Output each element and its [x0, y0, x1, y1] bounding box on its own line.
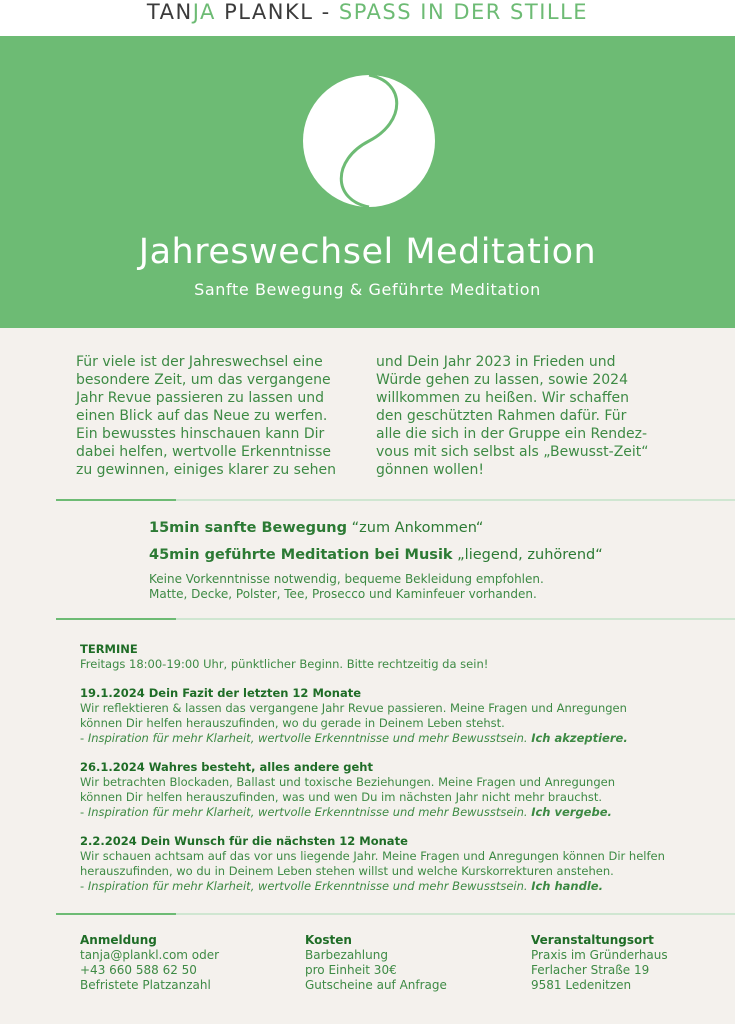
divider	[56, 618, 735, 620]
intro-left-column	[76, 353, 366, 479]
header-name-part2: JA	[192, 0, 216, 24]
event-block	[80, 686, 710, 746]
event-inspiration-text: Inspiration für mehr Klarheit, wertvolle Erkenntnisse und mehr Bewusstsein.	[87, 879, 532, 893]
intro-line: Ein bewusstes hinschauen kann Dir	[76, 426, 325, 442]
footer-line: Gutscheine auf Anfrage	[305, 978, 447, 992]
event-affirmation: Ich handle.	[531, 879, 603, 893]
hero-banner	[0, 36, 735, 328]
activity-note: “zum Ankommen“	[347, 520, 484, 536]
intro-line: den geschützten Rahmen dafür. Für	[376, 408, 627, 424]
footer-anmeldung	[80, 933, 219, 993]
intro-line: besondere Zeit, um das vergangene	[76, 372, 331, 388]
intro-line: einen Blick auf das Neue zu werfen.	[76, 408, 328, 424]
event-block	[80, 834, 710, 894]
activity-title: 45min geführte Meditation bei Musik	[149, 547, 453, 563]
event-affirmation: Ich akzeptiere.	[531, 731, 628, 745]
contact-email[interactable]: tanja@plankl.com oder	[80, 948, 220, 962]
divider	[56, 499, 735, 501]
event-title: 19.1.2024 Dein Fazit der letzten 12 Monate	[80, 686, 362, 700]
footer-kosten	[305, 933, 447, 993]
divider	[56, 913, 735, 915]
event-inspiration	[80, 879, 710, 894]
footer-heading: Kosten	[305, 933, 352, 947]
intro-right-column	[376, 353, 666, 479]
header-name-part1: TAN	[146, 0, 193, 24]
event-dash: -	[80, 731, 88, 745]
event-description: Wir betrachten Blockaden, Ballast und toxische Beziehungen. Meine Fragen und Anregungen	[80, 775, 615, 789]
event-inspiration	[80, 805, 710, 820]
event-description: können Dir helfen herauszufinden, wo du gerade in Deinem Leben stehst.	[80, 716, 505, 730]
event-inspiration	[80, 731, 710, 746]
intro-line: zu gewinnen, einiges klarer zu sehen	[76, 462, 336, 478]
page-subtitle: Sanfte Bewegung & Geführte Meditation	[194, 280, 541, 299]
intro-line: gönnen wollen!	[376, 462, 485, 478]
footer-line: Befristete Platzanzahl	[80, 978, 211, 992]
schedule-intro	[80, 642, 710, 672]
event-description: herauszufinden, wo du in Deinem Leben stehen willst und welche Kurskorrekturen anstehen.	[80, 864, 614, 878]
footer-line: Ferlacher Straße 19	[531, 963, 650, 977]
schedule-info: Freitags 18:00-19:00 Uhr, pünktlicher Beginn. Bitte rechtzeitig da sein!	[80, 657, 489, 671]
event-affirmation: Ich vergebe.	[531, 805, 612, 819]
intro-line: Würde gehen zu lassen, sowie 2024	[376, 372, 628, 388]
footer-heading: Anmeldung	[80, 933, 157, 947]
header-tagline: SPASS IN DER STILLE	[338, 0, 589, 24]
event-dash: -	[80, 805, 88, 819]
event-description: Wir reflektieren & lassen das vergangene Jahr Revue passieren. Meine Fragen und Anregungen	[80, 701, 627, 715]
activity-title: 15min sanfte Bewegung	[149, 520, 348, 536]
intro-line: Jahr Revue passieren zu lassen und	[76, 390, 324, 406]
requirements-notes	[149, 572, 544, 602]
footer-line: 9581 Ledenitzen	[531, 978, 632, 992]
schedule-heading: TERMINE	[80, 642, 138, 656]
page-title: Jahreswechsel Meditation	[138, 232, 597, 272]
event-inspiration-text: Inspiration für mehr Klarheit, wertvolle Erkenntnisse und mehr Bewusstsein.	[87, 731, 532, 745]
footer-heading: Veranstaltungsort	[531, 933, 654, 947]
event-dash: -	[80, 879, 88, 893]
activity-note: „liegend, zuhörend“	[452, 547, 603, 563]
activity-meditation	[149, 547, 603, 563]
footer-ort	[531, 933, 668, 993]
site-header	[0, 0, 735, 36]
event-block	[80, 760, 710, 820]
event-description: können Dir helfen herauszufinden, was und wen Du im nächsten Jahr nicht mehr brauchst.	[80, 790, 603, 804]
intro-line: willkommen zu heißen. Wir schaffen	[376, 390, 629, 406]
note-line: Matte, Decke, Polster, Tee, Prosecco und Kaminfeuer vorhanden.	[149, 587, 537, 601]
yin-yang-logo-icon	[302, 74, 436, 208]
header-name-part3: PLANKL -	[215, 0, 339, 24]
footer-line: Praxis im Gründerhaus	[531, 948, 668, 962]
intro-line: und Dein Jahr 2023 in Frieden und	[376, 354, 616, 370]
event-title: 2.2.2024 Dein Wunsch für die nächsten 12 Monate	[80, 834, 408, 848]
event-inspiration-text: Inspiration für mehr Klarheit, wertvolle Erkenntnisse und mehr Bewusstsein.	[87, 805, 532, 819]
note-line: Keine Vorkenntnisse notwendig, bequeme Bekleidung empfohlen.	[149, 572, 544, 586]
event-description: Wir schauen achtsam auf das vor uns liegende Jahr. Meine Fragen und Anregungen können Dir helfen	[80, 849, 665, 863]
contact-phone[interactable]: +43 660 588 62 50	[80, 963, 197, 977]
intro-line: vous mit sich selbst als „Bewusst-Zeit“	[376, 444, 649, 460]
intro-line: dabei helfen, wertvolle Erkenntnisse	[76, 444, 332, 460]
footer-line: Barbezahlung	[305, 948, 388, 962]
activity-movement	[149, 520, 483, 536]
footer-line: pro Einheit 30€	[305, 963, 397, 977]
intro-line: alle die sich in der Gruppe ein Rendez-	[376, 426, 648, 442]
event-title: 26.1.2024 Wahres besteht, alles andere geht	[80, 760, 373, 774]
intro-line: Für viele ist der Jahreswechsel eine	[76, 354, 323, 370]
